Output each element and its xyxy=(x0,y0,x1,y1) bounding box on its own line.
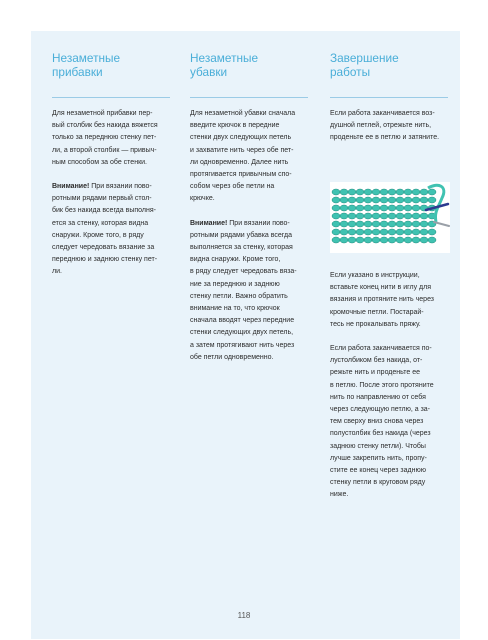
paragraph: Если работа заканчивается по- лустолбиком без накида, от- режьте нить и проденьте ее в петлю. После этого протяните нить по направлению от себя через следующую петлю, а за- тем сверху вниз снова через полустолбик без накида (через заднюю стенку петли). Чтобы лучше закрепить нить, пропу- стите ее конец через заднюю стенку петли в круговом ряду ниже. xyxy=(330,345,434,499)
paragraph: Для незаметной убавки сначала введите крючок в передние стенки двух следующих петель и захватите нить через обе пет- ли одновременно. Далее нить протягивается привычным спо- собом через обе петли на крючке. xyxy=(190,110,296,203)
column-finishing-work xyxy=(330,52,450,157)
warning-paragraph xyxy=(52,181,170,279)
section-divider xyxy=(330,97,448,98)
column-finishing-continued xyxy=(330,270,450,514)
warning-label: Внимание! xyxy=(52,183,90,191)
section-divider xyxy=(190,97,308,98)
section-title: Незаметные прибавки xyxy=(52,51,121,79)
warning-paragraph xyxy=(190,218,308,364)
column-invisible-increases xyxy=(52,52,170,291)
warning-label: Внимание! xyxy=(190,219,228,227)
warning-text: При вязании пово- ротными рядами первый стол- бик без накида всегда выполня- ется за стенку, которая видна снаружи. Кроме того, в ряду следует чередовать вязание за переднюю и заднюю стенку пет- ли. xyxy=(52,183,158,276)
paragraph: Для незаметной прибавки пер- вый столбик без накида вяжется только за переднюю стенку пет- ли, а второй столбик — привыч- ным способом за обе стенки. xyxy=(52,110,158,166)
warning-text: При вязании пово- ротными рядами убавка всегда выполняется за стенку, которая видна снаружи. Кроме того, в ряду следует чередовать вяза- ние за переднюю и заднюю стенку петли. Важно обратить внимание на то, что крючок сначала вводят через передние стенки следующих двух петель, а затем протягивают нить через обе петли одновременно. xyxy=(190,219,297,361)
page-number: 118 xyxy=(237,611,251,620)
section-title: Завершение работы xyxy=(330,51,399,79)
section-title: Незаметные убавки xyxy=(190,51,259,79)
paragraph: Если указано в инструкции, вставьте конец нити в иглу для вязания и протяните нить через кромочные петли. Постарай- тесь не прокалывать пряжу. xyxy=(330,272,435,328)
paragraph: Если работа заканчивается воз- душной петлей, отрежьте нить, проденьте ее в петлю и затяните. xyxy=(330,110,440,142)
crochet-illustration xyxy=(330,182,450,253)
crochet-stitches-image xyxy=(330,182,450,253)
section-divider xyxy=(52,97,170,98)
column-invisible-decreases xyxy=(190,52,308,376)
